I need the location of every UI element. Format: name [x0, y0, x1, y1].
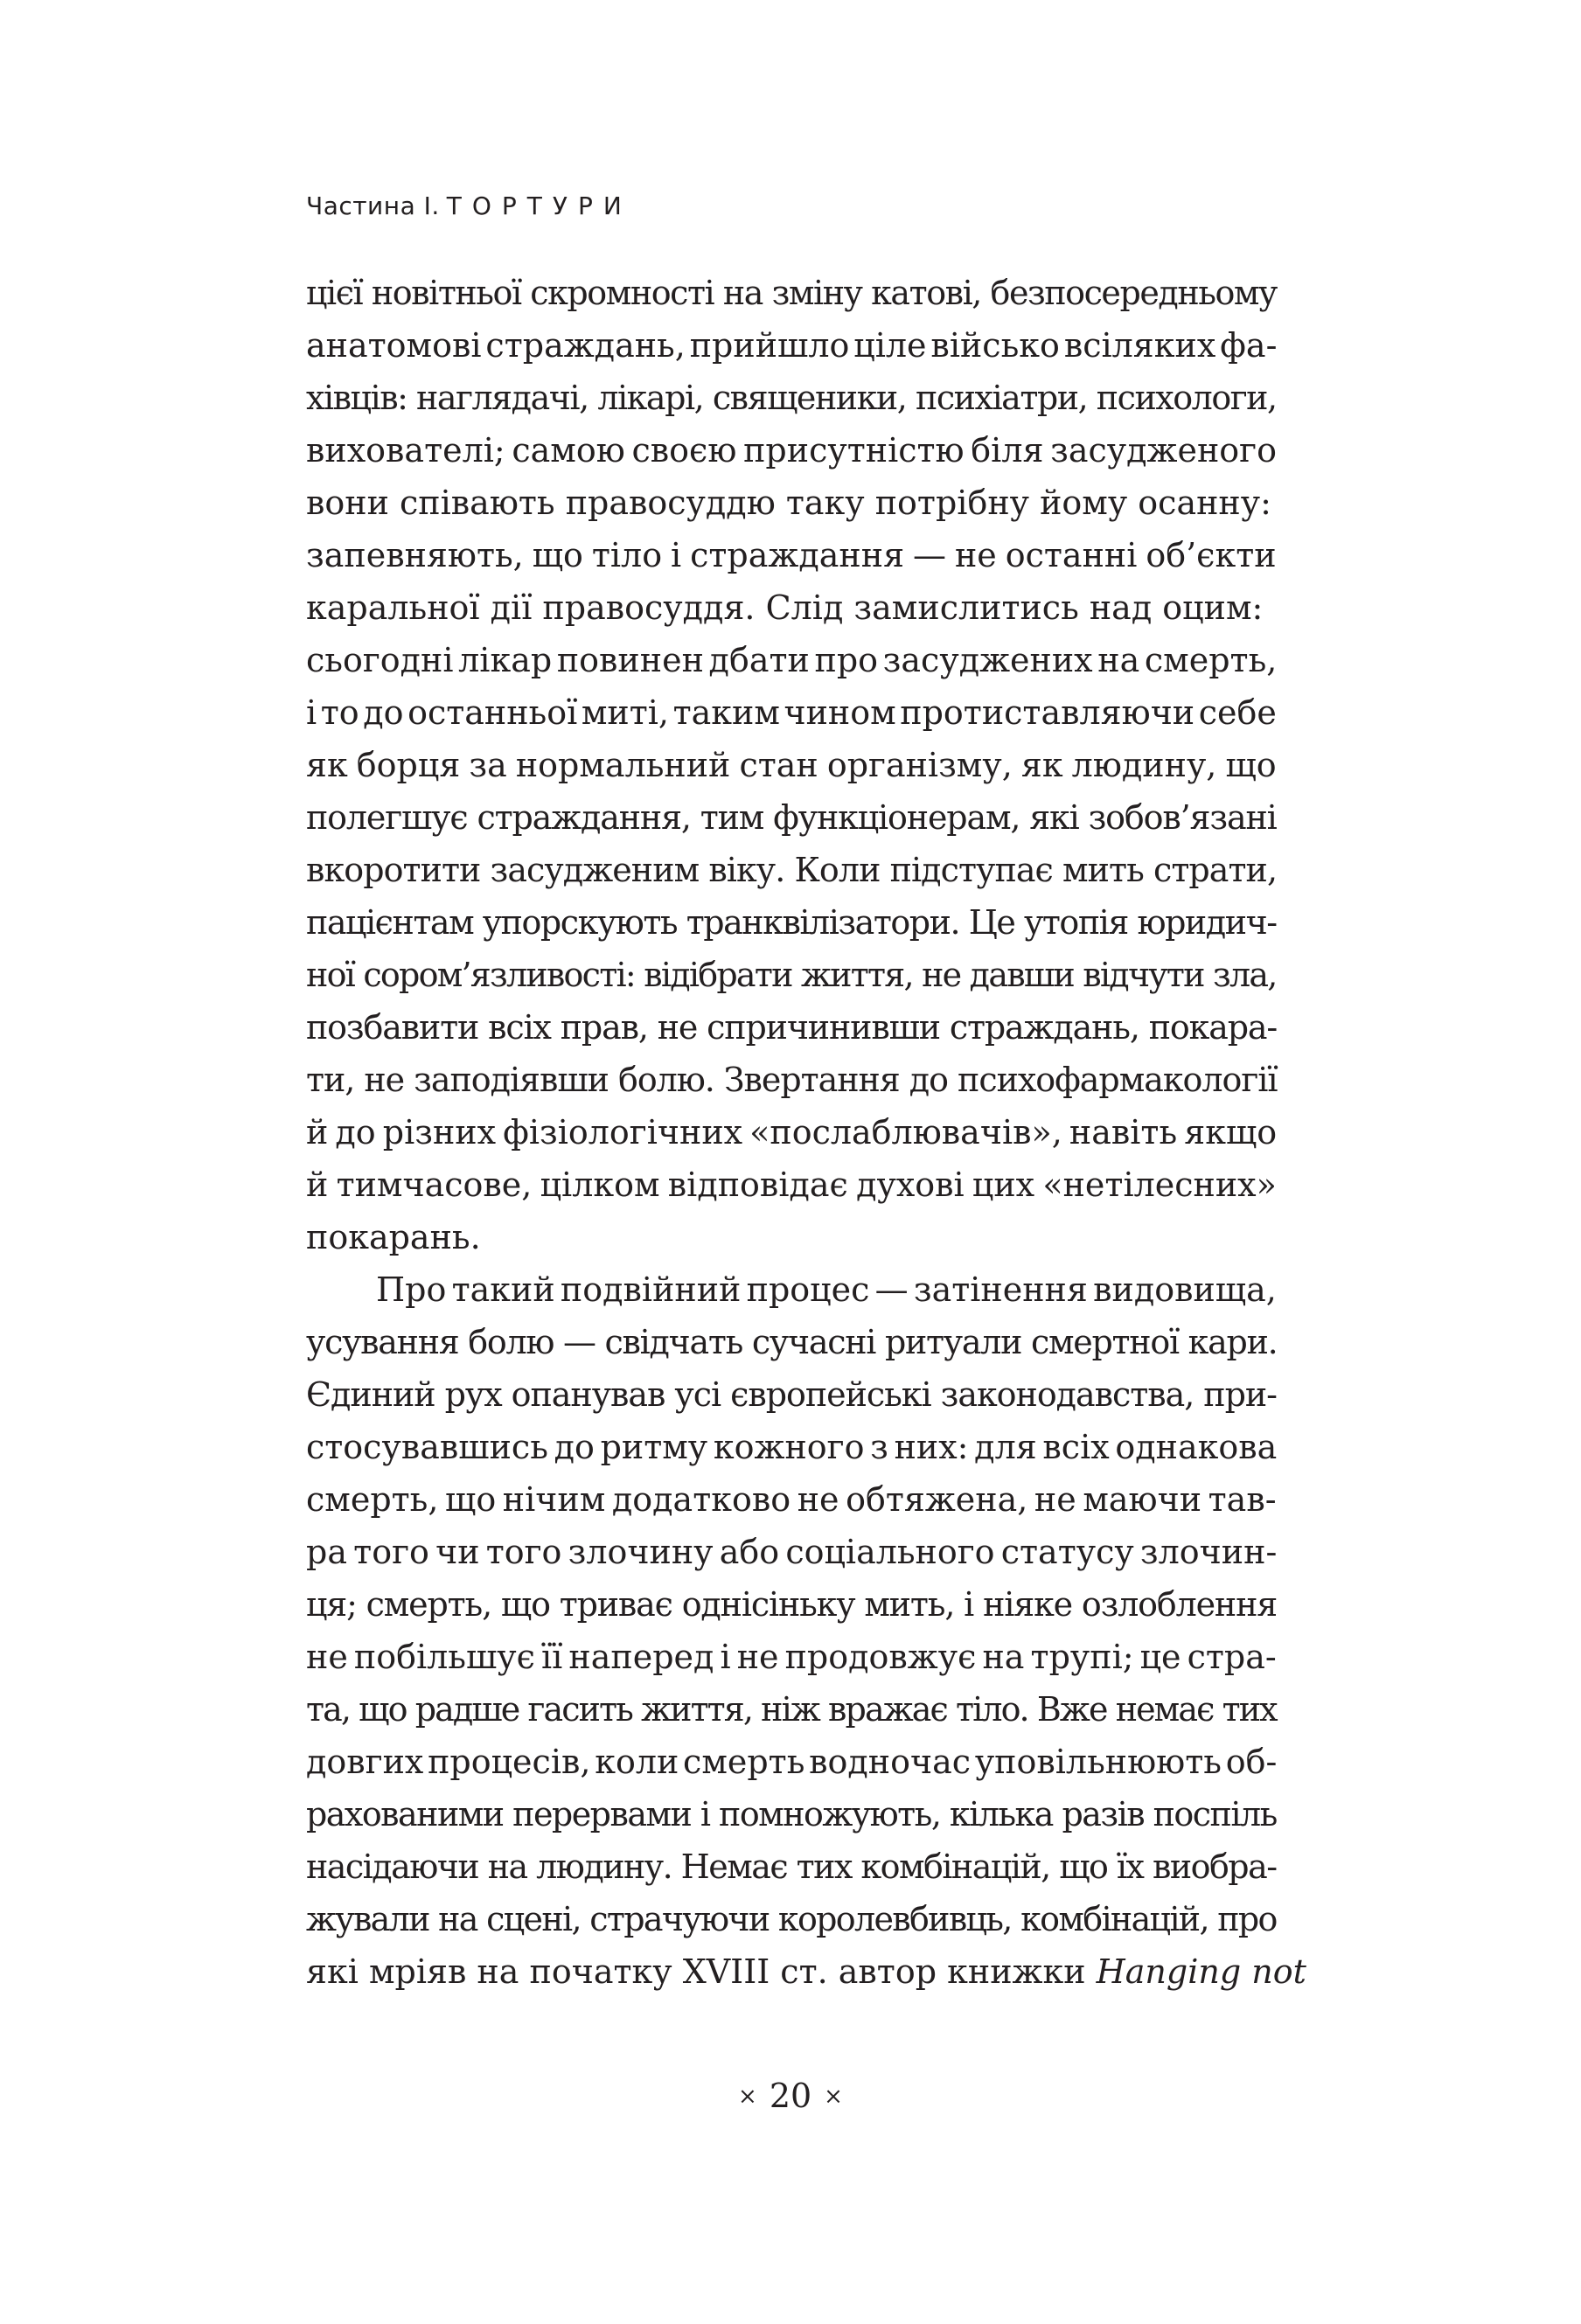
text-line: ра того чи того злочину або соціального статусу злочин- [306, 1533, 1278, 1571]
text-line: ної сором’язливості: відібрати життя, не давши відчути зла, [306, 956, 1277, 994]
text-line: смерть, що нічим додатково не обтяжена, не маючи тав- [306, 1480, 1277, 1519]
text-line-last-roman: які мріяв на початку XVIII ст. автор книжки [306, 1952, 1097, 1991]
page-number-value: 20 [769, 2077, 812, 2115]
text-line: ти, не заподіявши болю. Звертання до психофармакології [306, 1061, 1278, 1099]
text-line: вкоротити засудженим віку. Коли підступає мить страти, [306, 851, 1278, 889]
paragraph-1 [306, 267, 1277, 1263]
running-head-part: Частина І. [306, 191, 440, 220]
text-line: хівців: наглядачі, лікарі, священики, психіатри, психологи, [306, 379, 1277, 417]
folio-ornament-left: × [738, 2084, 757, 2110]
text-line: вони співають правосуддю таку потрібну йому осанну: [306, 484, 1271, 522]
text-line: насідаючи на людину. Немає тих комбінацій, що їх виобра- [306, 1847, 1277, 1886]
text-line: не побільшує її наперед і не продовжує на трупі; це стра- [306, 1638, 1277, 1676]
running-head [306, 189, 632, 224]
paragraph-2 [306, 1263, 1306, 1998]
text-line: полегшує страждання, тим функціонерам, які зобов’язані [306, 798, 1277, 837]
running-head-title: ТОРТУРИ [446, 191, 632, 220]
folio-ornament-right: × [824, 2084, 843, 2110]
text-line: ця; смерть, що триває однісіньку мить, і ніяке озлоблення [306, 1585, 1278, 1624]
text-line: Про такий подвійний процес — затінення видовища, [376, 1270, 1277, 1309]
text-line: стосувавшись до ритму кожного з них: для всіх однакова [306, 1428, 1278, 1466]
text-line: усування болю — свідчать сучасні ритуали смертної кари. [306, 1323, 1278, 1361]
text-line: як борця за нормальний стан організму, як людину, що [306, 746, 1277, 784]
text-line: цієї новітньої скромності на зміну катові, безпосередньому [306, 274, 1277, 312]
text-line: рахованими перервами і помножують, кілька разів поспіль [306, 1795, 1277, 1833]
text-line: пацієнтам упорскують транквілізатори. Це утопія юридич- [306, 903, 1277, 942]
text-line: позбавити всіх прав, не спричинивши страждань, покара- [306, 1008, 1278, 1047]
text-line: покарань. [306, 1218, 481, 1256]
text-line: Єдиний рух опанував усі європейські законодавства, при- [306, 1375, 1277, 1414]
text-line: довгих процесів, коли смерть водночас уповільнюють об- [306, 1743, 1278, 1781]
text-line: й тимчасове, цілком відповідає духові цих «нетілесних» [306, 1165, 1277, 1204]
text-line: сьогодні лікар повинен дбати про засуджених на смерть, [306, 641, 1278, 679]
text-line: й до різних фізіологічних «послаблювачів», навіть якщо [306, 1113, 1278, 1152]
text-line: та, що радше гасить життя, ніж вражає тіло. Вже немає тих [306, 1690, 1277, 1729]
text-line-last [306, 1945, 1306, 1998]
text-line: і то до останньої миті, таким чином протиставляючи себе [306, 693, 1277, 732]
text-line: вихователі; самою своєю присутністю біля засудженого [306, 431, 1277, 470]
page-number [0, 2074, 1581, 2119]
text-line: запевняють, що тіло і страждання — не останні об’єкти [306, 536, 1277, 574]
text-line: анатомові страждань, прийшло ціле військо всіляких фа- [306, 326, 1278, 365]
text-line: жували на сцені, страчуючи королевбивць, комбінацій, про [306, 1900, 1277, 1938]
book-title-italic: Hanging not [1096, 1952, 1306, 1991]
text-line: каральної дії правосуддя. Слід замислитись над оцим: [306, 588, 1264, 627]
body-text [306, 267, 1306, 1998]
